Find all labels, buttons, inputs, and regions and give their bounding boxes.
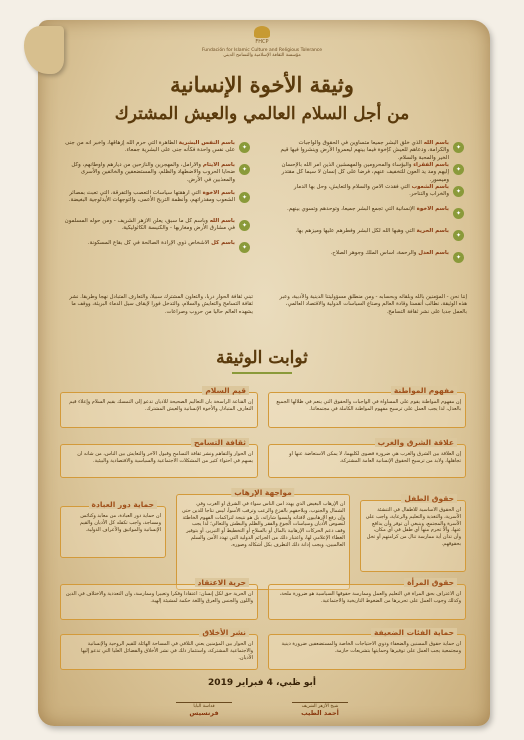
logo	[240, 26, 284, 45]
principle-item: ✦ باسم النفس البشرية الطاهرة التي حرم الله إزهاقها، وأخبر أنه من جنى على نفس واحدة فكأنه جنى على البشرية جمعاء.	[62, 140, 250, 160]
org-name-ar: مؤسسة الثقافة الإسلامية والتسامح الديني	[223, 53, 301, 59]
dove-badge-icon: ✦	[453, 164, 464, 175]
place-date: أبو ظبي، 4 فبراير 2019	[208, 678, 316, 688]
principle-item: ✦ باسم العدل والرحمة، أساس الملك وجوهر الصلاح.	[276, 250, 464, 270]
principle-item: ✦ باسم الله وباسم كل ما سبق، يعلن الأزهر الشريف - ومن حوله المسلمون في مشارق الأرض ومغاربها - والكنيسة الكاثوليكية.	[62, 218, 250, 238]
organization-name	[150, 48, 374, 59]
box-tolerance: ثقافة التسامح أن الحوار والتفاهم ونشر ثقافة التسامح وقبول الآخر والتعايش بين الناس، من شأنه أن يسهم في احتواء كثير من المشكلات الاجتماعية والسياسية والاقتصادية والبيئية.	[60, 444, 258, 478]
dove-badge-icon: ✦	[453, 208, 464, 219]
principle-item: ✦ باسم كل الأشخاص ذوي الإرادة الصالحة في كل بقاع المسكونة.	[62, 240, 250, 260]
intro-paragraph-right: إننا نحن - المؤمنين بالله وبلقائه وبحسابه - ومن منطلق مسؤوليتنا الدينية والأدبية، وعبر هذه الوثيقة، نطالب أنفسنا وقادة العالم وصناع السياسات الدولية والاقتصاد العالمي، بالعمل جديا على نشر ثقافة التسامح.	[279, 294, 467, 315]
intro-paragraph-left: تبني ثقافة الحوار دربا، والتعاون المشترك سبيلا، والتعارف المتبادل نهجا وطريقا. نشر ثقافة التسامح والتعايش والسلام، والتدخل فورا لإيقاف سيل الدماء البريئة، ووقف ما يشهده العالم حاليا من حروب وصراعات.	[69, 294, 253, 315]
document-title: وثيقة الأخوة الإنسانية	[170, 72, 354, 97]
dove-badge-icon: ✦	[453, 142, 464, 153]
box-citizenship: مفهوم المواطنة إن مفهوم المواطنة يقوم على المساواة في الواجبات والحقوق التي ينعم في ظلالها الجميع بالعدل، لذا يجب العمل على ترسيخ مفهوم المواطنة الكاملة في مجتمعاتنا.	[268, 392, 466, 428]
signature-mark	[176, 692, 232, 703]
box-worship: حماية دور العبادة أن حماية دور العبادة، من معابد وكنائس ومساجد، واجب تكفله كل الأديان والقيم الإنسانية والمواثيق والأعراف الدولية.	[60, 506, 166, 558]
box-weak: حماية الفئات الضعيفة أن حماية حقوق المسنين والضعفاء وذوي الاحتياجات الخاصة والمستضعفين ضرورة دينية ومجتمعية يجب العمل على توفيرها وحمايتها بتشريعات حازمة.	[268, 634, 466, 670]
signature-mark	[292, 692, 348, 703]
signature-left: قداسة البابا فرنسيس	[164, 692, 244, 717]
principle-item: ✦ باسم الله الذي خلق البشر جميعا متساوين في الحقوق والواجبات والكرامة، ودعاهم للعيش كإخوة فيما بينهم ليعمروا الأرض وينشروا فيها قيم الخير والمحبة والسلام.	[276, 140, 464, 160]
document-subtitle: من أجل السلام العالمي والعيش المشترك	[114, 104, 410, 124]
dove-badge-icon: ✦	[239, 242, 250, 253]
box-east-west: علاقة الشرق والغرب إن العلاقة بين الشرق والغرب هي ضرورة قصوى لكليهما، لا يمكن الاستعاضة عنها أو تجاهلها، ولابد من ترسيخ الحقوق الإنسانية العامة المشتركة.	[268, 444, 466, 478]
box-child: حقوق الطفل أن الحقوق الأساسية للأطفال في التنشئة الأسرية، والتغذية والتعليم والرعاية، واجب على الأسرة والمجتمع، وينبغي أن توفر وأن يدافع عنها، وألا تحرم منها أي طفل في أي مكان، وأن تدان أية ممارسة تنال من كرامتهم أو تخل بحقوقهم.	[360, 500, 466, 572]
principle-item: ✦ باسم الأخوة الإنسانية التي تجمع البشر جميعا، وتوحدهم وتسوي بينهم.	[276, 206, 464, 226]
dove-badge-icon: ✦	[239, 142, 250, 153]
dove-badge-icon: ✦	[453, 230, 464, 241]
principle-item: ✦ باسم الحرية التي وهبها الله لكل البشر وفطرهم عليها وميزهم بها.	[276, 228, 464, 248]
dove-badge-icon: ✦	[239, 192, 250, 203]
box-morals: نشر الأخلاق أن الحوار بين المؤمنين يعني التلاقي في المساحة الهائلة للقيم الروحية والإنسانية والاجتماعية المشتركة، واستثمار ذلك في نشر الأخلاق والفضائل العليا التي تدعو إليها الأديان.	[60, 634, 258, 670]
section-title: ثوابت الوثيقة	[216, 348, 308, 368]
principles-left-column	[62, 140, 250, 262]
logo-text: FHCP	[255, 39, 269, 45]
dove-badge-icon: ✦	[239, 220, 250, 231]
box-belief: حرية الاعتقاد أن الحرية حق لكل إنسان: اعتقادا وفكرا وتعبيرا وممارسة، وأن التعددية والاختلاف في الدين واللون والجنس والعرق واللغة حكمة لمشيئة إلهية.	[60, 584, 258, 620]
box-women: حقوق المرأة أن الاعتراف بحق المرأة في التعليم والعمل وممارسة حقوقها السياسية هو ضرورة ملحة، وكذلك وجوب العمل على تحريرها من الضغوط التاريخية والاجتماعية.	[268, 584, 466, 620]
dove-logo-icon	[254, 26, 270, 38]
box-peace: قيم السلام إن القناعة الراسخة بأن التعاليم الصحيحة للأديان تدعو إلى التمسك بقيم السلام وإعلاء قيم التعارف المتبادل والأخوة الإنسانية والعيش المشترك.	[60, 392, 258, 428]
org-name-en: Fundación for Islamic Culture and Religious Tolerance	[201, 48, 323, 53]
principles-right-column	[276, 140, 464, 272]
dove-badge-icon: ✦	[239, 164, 250, 175]
dove-badge-icon: ✦	[453, 186, 464, 197]
principle-item: ✦ باسم الأخوة التي أرهقتها سياسات التعصب والتفرقة، التي تعبث بمصائر الشعوب ومقدراتهم، وأنظمة التربح الأعمى، والتوجهات الأيدلوجية البغيضة.	[62, 190, 250, 216]
dove-badge-icon: ✦	[453, 252, 464, 263]
principle-item: ✦ باسم الأيتام والأرامل، والمهجرين والنازحين من ديارهم وأوطانهم، وكل ضحايا الحروب والاضطهاد والظلم، والمستضعفين والخائفين والأسرى والمعذبين في الأرض.	[62, 162, 250, 188]
principle-item: ✦ باسم الشعوب التي فقدت الأمن والسلام والتعايش، وحل بها الدمار والخراب والتناحر.	[276, 184, 464, 204]
signature-right: شيخ الأزهر الشريف أحمد الطيب	[280, 692, 360, 717]
section-divider	[232, 372, 292, 374]
principle-item: ✦ باسم الفقراء والبؤساء والمحرومين والمهمشين الذين أمر الله بالإحسان إليهم ومد يد العون للتخفيف عنهم، فرضا على كل إنسان لا سيما كل مقتدر وميسور.	[276, 162, 464, 182]
box-terrorism: مواجهة الإرهاب أن الإرهاب البغيض الذي يهدد أمن الناس سواء في الشرق أو الغرب وفي الشمال والجنوب، ويلاحقهم بالفزع والرعب وترقب الأسوأ، ليس نتاجا للدين حتى وإن رفع الإرهابيون لافتاته ولبسوا شاراته، بل هو نتيجة لتراكمات الفهوم الخاطئة لنصوص الأديان وسياسات الجوع والفقر والظلم والبطش والتعالي؛ لذا يجب وقف دعم الحركات الإرهابية بالمال أو بالسلاح أو التخطيط أو التبرير، أو بتوفير الغطاء الإعلامي لها، واعتبار ذلك من الجرائم الدولية التي تهدد الأمن والسلم العالميين، ويجب إدانة ذلك التطرف بكل أشكاله وصوره.	[176, 494, 350, 590]
